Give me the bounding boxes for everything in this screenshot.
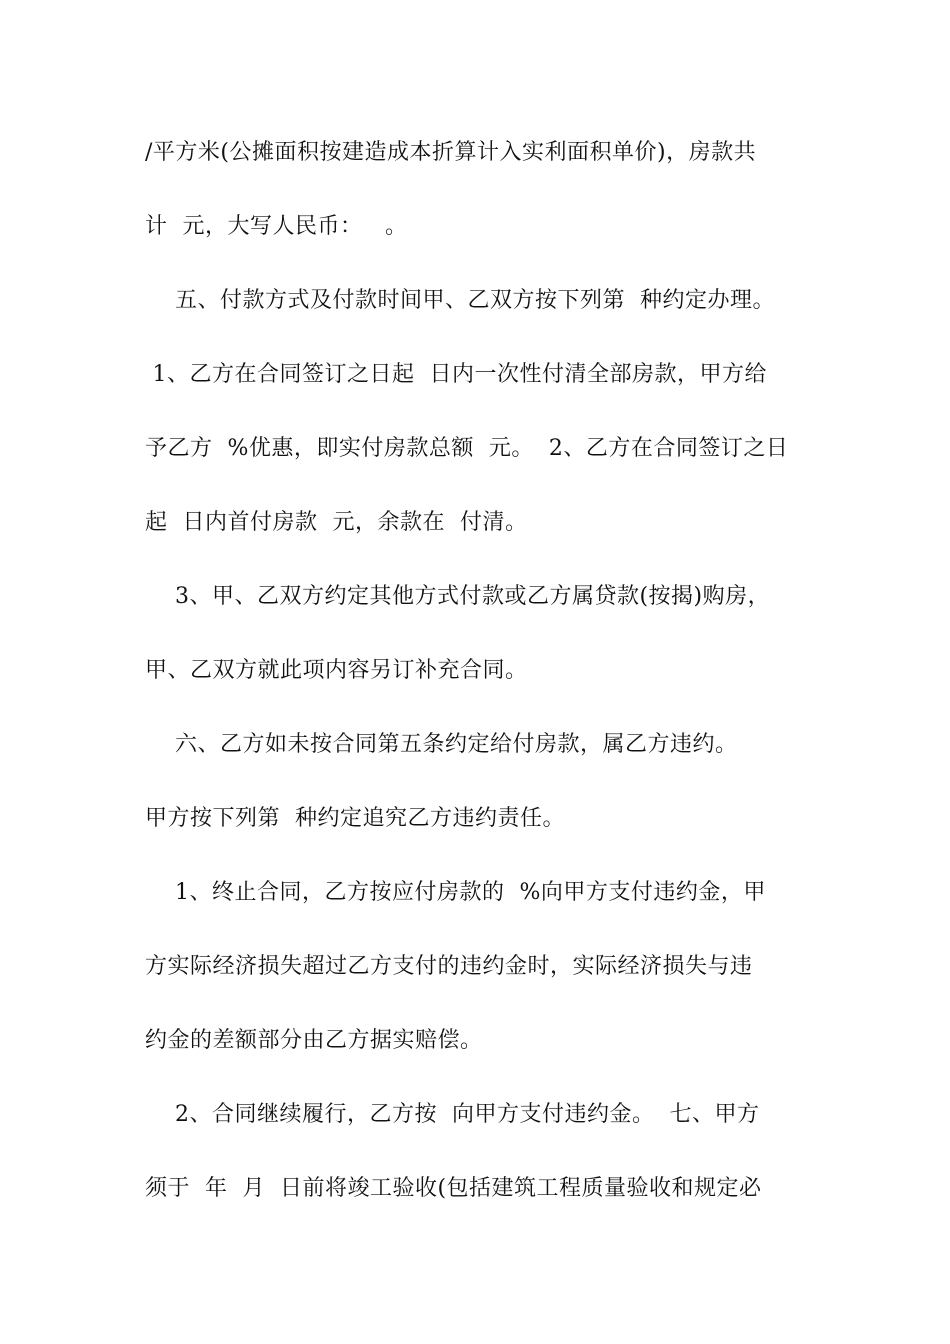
text-line-5: 予乙方 %优惠，即实付房款总额 元。 2、乙方在合同签订之日 xyxy=(145,436,789,461)
text-line-9: 六、乙方如未按合同第五条约定给付房款，属乙方违约。 xyxy=(145,732,738,757)
text-line-15: 须于 年 月 日前将竣工验收(包括建筑工程质量验收和规定必 xyxy=(145,1176,762,1201)
text-line-8: 甲、乙双方就此项内容另订补充合同。 xyxy=(145,658,528,683)
text-line-10: 甲方按下列第 种约定追究乙方违约责任。 xyxy=(145,806,565,831)
text-line-7: 3、甲、乙双方约定其他方式付款或乙方属贷款(按揭)购房， xyxy=(145,584,771,609)
text-line-13: 约金的差额部分由乙方据实赔偿。 xyxy=(145,1028,483,1053)
text-line-6: 起 日内首付房款 元，余款在 付清。 xyxy=(145,510,528,535)
text-line-1: /平方米(公摊面积按建造成本折算计入实利面积单价)，房款共 xyxy=(145,140,757,165)
text-line-3: 五、付款方式及付款时间甲、乙双方按下列第 种约定办理。 xyxy=(145,288,775,313)
text-line-2: 计 元，大写人民币： 。 xyxy=(145,214,408,239)
text-line-4: 1、乙方在合同签订之日起 日内一次性付清全部房款，甲方给 xyxy=(145,362,767,387)
text-line-12: 方实际经济损失超过乙方支付的违约金时，实际经济损失与违 xyxy=(145,954,753,979)
text-line-11: 1、终止合同，乙方按应付房款的 %向甲方支付违约金，甲 xyxy=(145,880,766,905)
text-line-14: 2、合同继续履行，乙方按 向甲方支付违约金。 七、甲方 xyxy=(145,1102,760,1127)
